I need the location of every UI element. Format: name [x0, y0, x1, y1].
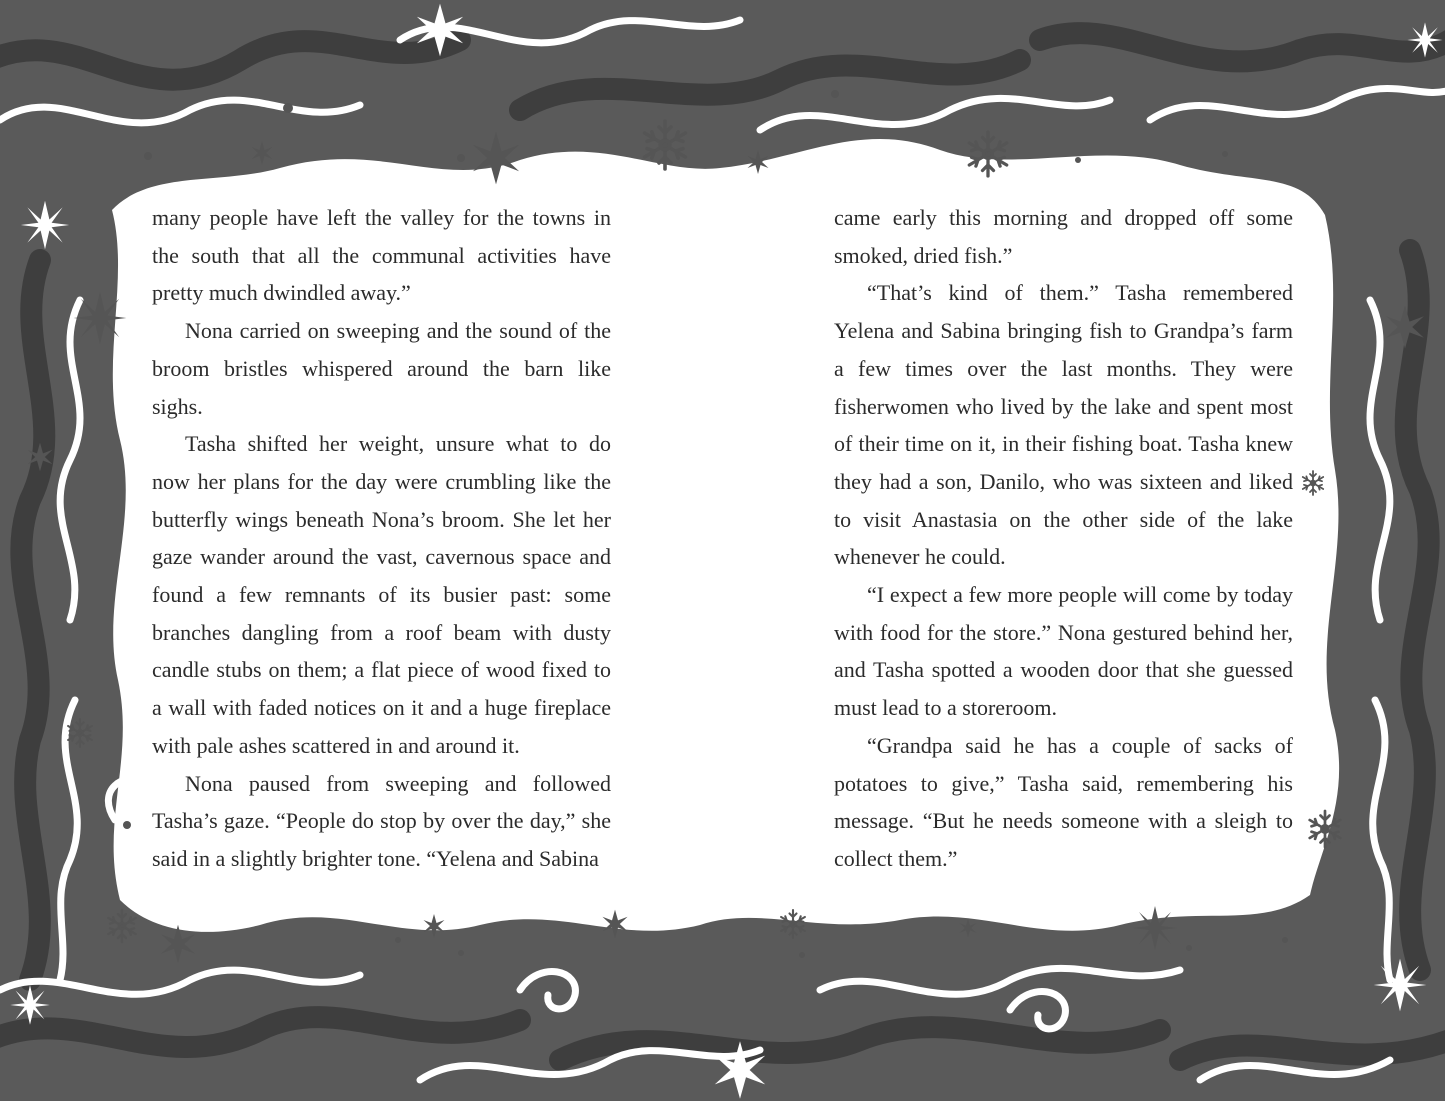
paragraph: came early this morning and dropped off some smoked, dried fish.” — [834, 205, 1293, 268]
paragraph: Tasha shifted her weight, unsure what to do now her plans for the day were crumbling like the butterfly wings beneath Nona’s broom. She let her gaze wander around the vast, cavernous space and found a few remnants of its busier past: some branches dangling from a roof beam with dusty candle stubs on them; a flat piece of wood fixed to a wall with faded notices on it and a huge fireplace with pale ashes scattered in and around it. — [152, 431, 611, 758]
paragraph: many people have left the valley for the towns in the south that all the communal activities have pretty much dwindled away.” — [152, 205, 611, 306]
right-page-text — [834, 199, 1293, 878]
paragraph: Nona carried on sweeping and the sound of the broom bristles whispered around the barn like sighs. — [152, 318, 611, 419]
paragraph: “That’s kind of them.” Tasha remembered Yelena and Sabina bringing fish to Grandpa’s farm a few times over the last months. They were fisherwomen who lived by the lake and spent most of their time on it, in their fishing boat. Tasha knew they had a son, Danilo, who was sixteen and liked to visit Anastasia on the other side of the lake whenever he could. — [834, 280, 1293, 570]
left-page-text — [152, 199, 611, 878]
paragraph: “I expect a few more people will come by today with food for the store.” Nona gestured behind her, and Tasha spotted a wooden door that she guessed must lead to a storeroom. — [834, 582, 1293, 721]
paragraph: Nona paused from sweeping and followed Tasha’s gaze. “People do stop by over the day,” she said in a slightly brighter tone. “Yelena and Sabina — [152, 770, 611, 871]
paragraph: “Grandpa said he has a couple of sacks of potatoes to give,” Tasha said, remembering his message. “But he needs someone with a sleigh to collect them.” — [834, 732, 1293, 871]
